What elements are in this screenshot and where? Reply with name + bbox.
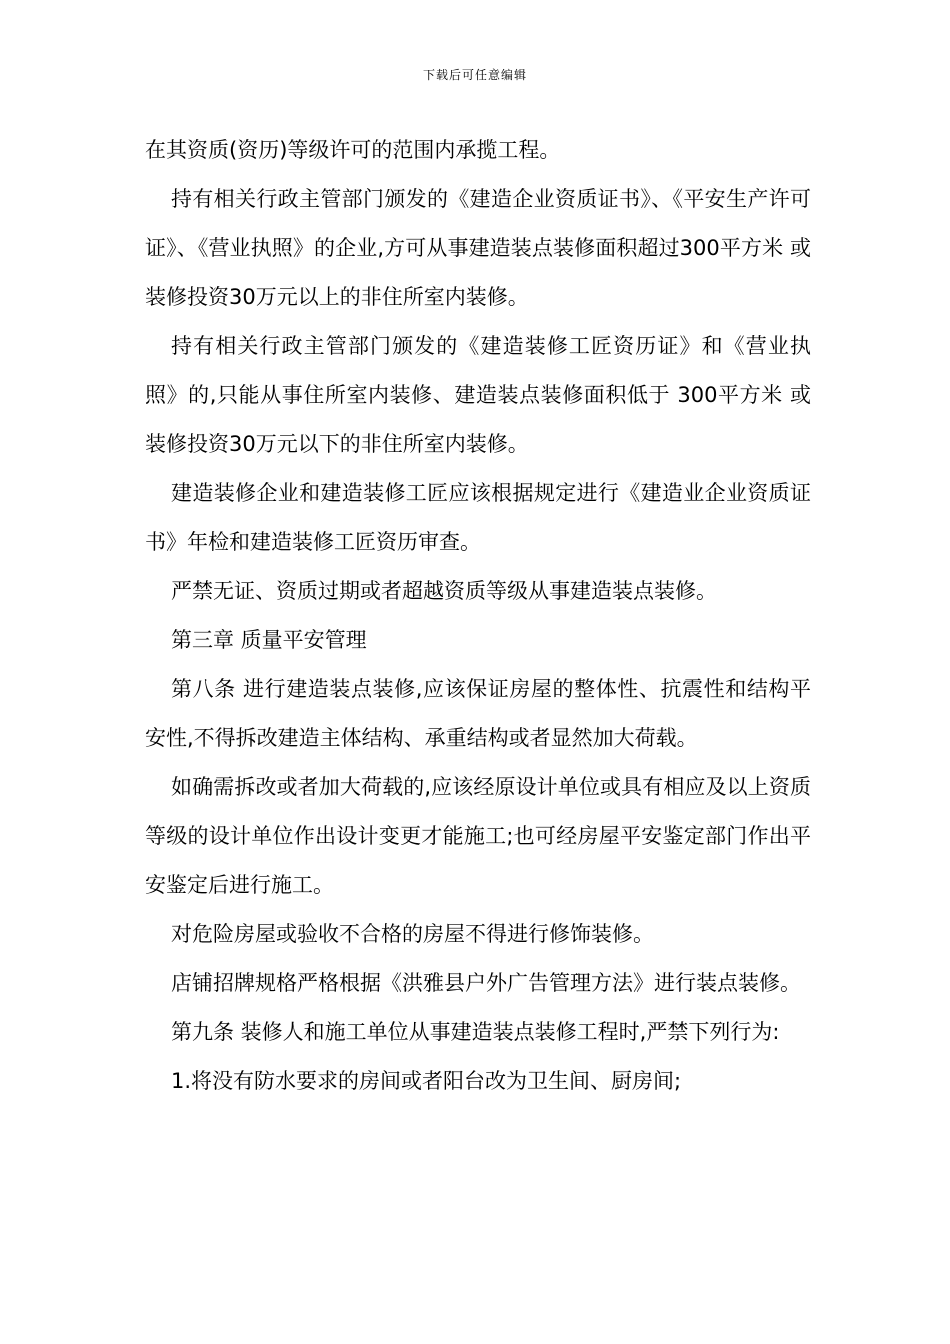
article-eight: 第八条 进行建造装点装修,应该保证房屋的整体性、抗震性和结构平安性,不得拆改建造主体结构、承重结构或者显然加大荷载。 — [145, 677, 811, 750]
paragraph-qualification-scope: 在其资质(资历)等级许可的范围内承揽工程。 — [145, 138, 561, 162]
page-header-note: 下载后可任意编辑 — [422, 68, 527, 82]
paragraph-dangerous-house: 对危险房屋或验收不合格的房屋不得进行修饰装修。 — [171, 922, 654, 946]
chapter-heading: 第三章 质量平安管理 — [171, 628, 367, 652]
paragraph-annual-inspection: 建造装修企业和建造装修工匠应该根据规定进行《建造业企业资质证书》年检和建造装修工匠资历审查。 — [145, 481, 811, 554]
paragraph-prohibition: 严禁无证、资质过期或者超越资质等级从事建造装点装修。 — [171, 579, 717, 603]
document-body — [145, 126, 811, 1106]
article-nine: 第九条 装修人和施工单位从事建造装点装修工程时,严禁下列行为: — [171, 1020, 780, 1044]
paragraph-craftsman-license: 持有相关行政主管部门颁发的《建造装修工匠资历证》和《营业执照》的,只能从事住所室内装修、建造装点装修面积低于 300平方米 或装修投资30万元以下的非住所室内装修。 — [145, 334, 811, 456]
paragraph-shop-sign: 店铺招牌规格严格根据《洪雅县户外广告管理方法》进行装点装修。 — [171, 971, 801, 995]
paragraph-enterprise-license: 持有相关行政主管部门颁发的《建造企业资质证书》、《平安生产许可证》、《营业执照》的企业,方可从事建造装点装修面积超过300平方米 或装修投资30万元以上的非住所室内装修。 — [145, 187, 811, 309]
paragraph-design-change: 如确需拆改或者加大荷载的,应该经原设计单位或具有相应及以上资质等级的设计单位作出设计变更才能施工;也可经房屋平安鉴定部门作出平安鉴定后进行施工。 — [145, 775, 811, 897]
list-item-1: 1.将没有防水要求的房间或者阳台改为卫生间、厨房间; — [171, 1069, 682, 1093]
